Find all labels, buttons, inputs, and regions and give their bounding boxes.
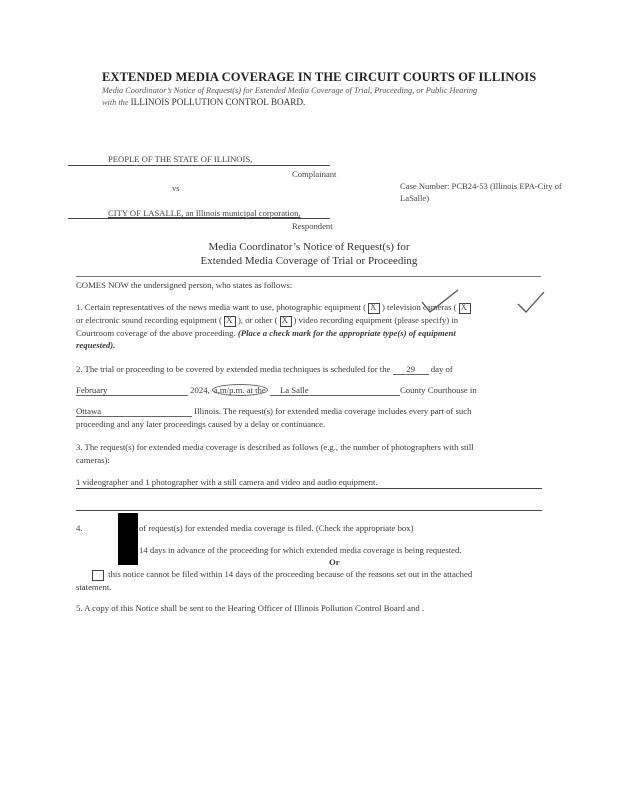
p2-text-b: day of [430,364,453,374]
p5-text: 5. A copy of this Notice shall be sent to the Hearing Officer of Illinois Pollution Control Board and . [76,603,425,613]
plaintiff-role: Complainant [292,169,337,179]
defendant-role: Respondent [292,221,333,231]
p1-line2 [76,315,458,327]
p2-line1 [76,364,453,375]
late-filing-checkbox[interactable] [92,570,104,581]
p3-answer-rule [76,488,542,489]
p1-text-b: ) television cameras ( [381,302,457,312]
city-field[interactable]: Ottawa [76,406,192,417]
other-checkbox-mark: X [281,314,289,325]
p1-text-d: ), or other ( [237,315,278,325]
ampm-circle [212,384,268,396]
sound-equipment-checkbox[interactable] [224,316,236,327]
p2-text-c: Illinois. The request(s) for extended media coverage includes every part of such [194,406,472,416]
photo-checkbox-mark: X [369,301,377,312]
p4-number: 4. [76,523,83,533]
ampm-text: a.m/p.m. at the [213,385,266,395]
p2-line2 [76,385,477,396]
redaction-box [118,513,138,565]
notice-title: Media Coordinator’s Notice of Request(s) for [208,241,410,253]
p3-answer[interactable]: 1 videographer and 1 photographer with a still camera and video and audio equipment. [76,477,378,487]
case-number: Case Number: PCB24-53 (Illinois EPA-City of [400,181,562,191]
p4-line4: statement. [76,582,112,592]
document-subtitle: Media Coordinator’s Notice of Request(s) for Extended Media Coverage of Trial, Proceeding, or Public Hearing [102,86,478,95]
p4-or: Or [329,557,340,567]
photo-equipment-checkbox[interactable] [368,303,380,314]
plaintiff-rule [68,165,330,166]
sound-checkbox-mark: X [225,314,233,325]
day-field[interactable]: 29 [393,364,429,375]
plaintiff-name: PEOPLE OF THE STATE OF ILLINOIS, [108,154,253,164]
document-title: EXTENDED MEDIA COVERAGE IN THE CIRCUIT COURTS OF ILLINOIS [102,70,537,84]
subtitle-prefix: with the [102,98,129,107]
county-field[interactable]: La Salle [270,385,400,396]
p1-text-c: or electronic sound recording equipment ( [76,315,222,325]
defendant-rule [68,218,330,219]
intro-rule [76,276,541,277]
p1-text-a: 1. Certain representatives of the news media want to use, photographic equipment ( [76,302,366,312]
p1-text-f: Courtroom coverage of the above proceeding. [76,328,236,338]
notice-title-line2: Extended Media Coverage of Trial or Proceeding [200,255,418,267]
p2-line4: proceeding and any later proceedings caused by a delay or continuance. [76,419,326,429]
case-number-line2: LaSalle) [400,193,430,203]
board-name: ILLINOIS POLLUTION CONTROL BOARD. [130,97,306,107]
p2-line3 [76,406,471,417]
p1-line3 [76,328,456,338]
p4-text-late: this notice cannot be filed within 14 days of the proceeding because of the reasons set out in the attached [108,569,473,579]
p4-line1: of request(s) for extended media coverage is filed. (Check the appropriate box) [139,523,414,533]
p2-text-a: 2. The trial or proceeding to be covered by extended media techniques is scheduled for the [76,364,391,374]
p4-line2: 14 days in advance of the proceeding for which extended media coverage is being requested. [139,545,462,555]
other-equipment-checkbox[interactable] [280,316,292,327]
checkmark-tv [518,292,544,312]
p1-text-e: ) video recording equipment (please specify) in [293,315,459,325]
tv-checkbox-mark: X [460,301,468,312]
p3-blank-rule [76,510,542,511]
document-subtitle-line2 [102,97,305,107]
p3-line1: 3. The request(s) for extended media coverage is described as follows (e.g., the number of photographers with still [76,442,474,452]
p3-line2: cameras): [76,455,110,465]
p1-line1 [76,302,473,314]
courthouse-text: County Courthouse in [399,385,477,395]
intro-text: COMES NOW the undersigned person, who states as follows: [76,280,293,290]
p1-instruction: (Place a check mark for the appropriate type(s) of equipment [237,328,456,338]
handwritten-checkmarks [418,288,548,328]
year-text: 2024, [190,385,210,395]
versus-label: vs [172,183,180,193]
checkmark-photo [422,290,458,312]
p1-line4: requested). [76,340,116,350]
defendant-name: CITY OF LASALLE, an Illinois municipal corporation, [108,208,301,218]
p4-line3 [92,569,472,581]
month-field[interactable]: February [76,385,188,396]
